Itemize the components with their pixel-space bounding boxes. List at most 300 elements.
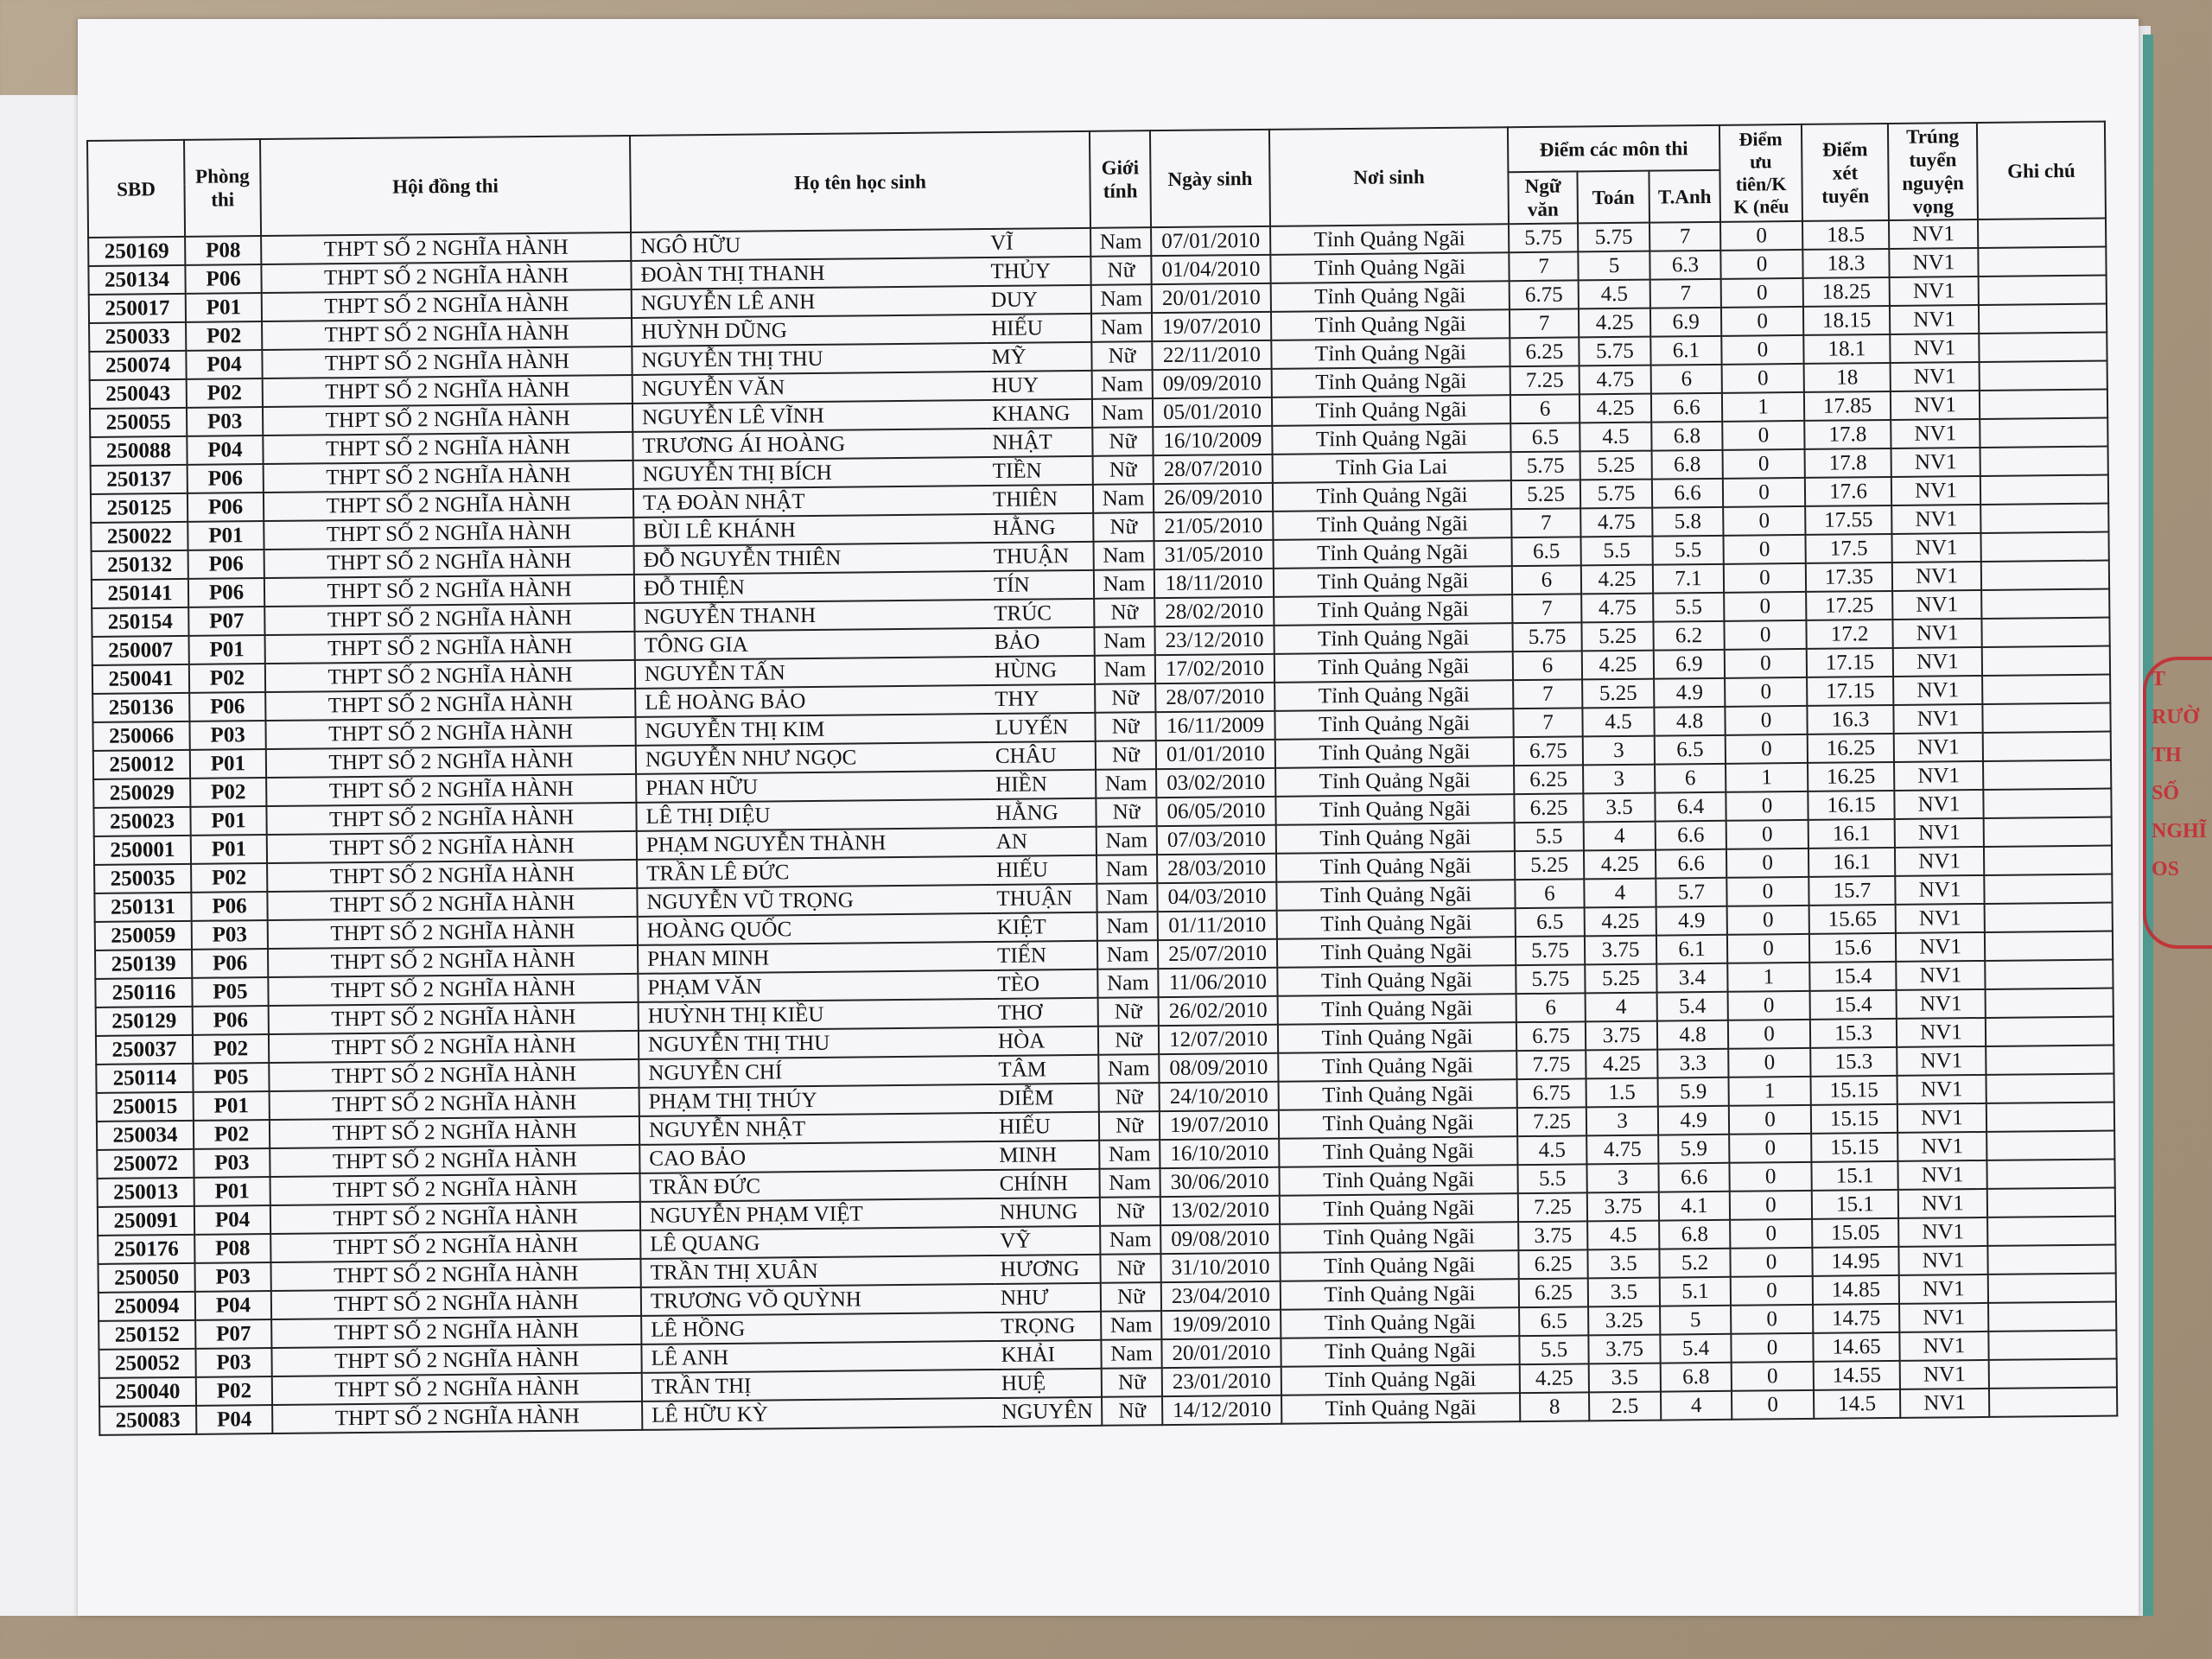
given-name-cell: LUYẾN [989, 713, 1095, 742]
given-name-cell: VỸ [995, 1226, 1100, 1255]
council-cell: THPT SỐ 2 NGHĨA HÀNH [262, 346, 632, 378]
sbd-cell: 250040 [99, 1377, 196, 1407]
sbd-cell: 250088 [90, 436, 187, 466]
stamp-text: OS [2152, 858, 2180, 880]
priority-score-cell: 0 [1724, 592, 1806, 621]
english-score-cell: 4.8 [1657, 1020, 1728, 1050]
room-cell: P02 [189, 664, 265, 693]
dob-cell: 20/01/2010 [1152, 283, 1271, 313]
dob-cell: 01/01/2010 [1156, 740, 1275, 769]
given-name-cell: KHANG [987, 399, 1092, 429]
room-cell: P06 [188, 464, 264, 493]
english-score-cell: 5.9 [1658, 1135, 1729, 1164]
total-score-cell: 15.1 [1811, 1161, 1897, 1191]
admitted-choice-cell: NV1 [1897, 1046, 1986, 1076]
given-name-cell: HIẾU [986, 314, 1091, 343]
room-cell: P03 [195, 1348, 271, 1377]
admitted-choice-cell: NV1 [1897, 1132, 1986, 1161]
literature-score-cell: 7.25 [1510, 365, 1580, 395]
dob-cell: 23/04/2010 [1161, 1281, 1281, 1311]
given-name-cell: TIỀN [988, 456, 1093, 486]
pob-cell: Tỉnh Quảng Ngãi [1272, 366, 1510, 397]
priority-score-cell: 0 [1721, 307, 1803, 336]
surname-cell: LÊ HỮU KỲ [642, 1398, 996, 1430]
literature-score-cell: 6.25 [1519, 1278, 1588, 1307]
header-council: Hội đồng thi [260, 136, 631, 236]
pob-cell: Tỉnh Quảng Ngãi [1281, 1364, 1520, 1395]
given-name-cell: KHẢI [995, 1340, 1101, 1370]
math-score-cell: 3 [1586, 1107, 1658, 1136]
gender-cell: Nữ [1102, 1368, 1162, 1397]
priority-score-cell: 0 [1726, 877, 1808, 906]
literature-score-cell: 7.75 [1516, 1050, 1586, 1079]
admitted-choice-cell: NV1 [1898, 1246, 1987, 1275]
pob-cell: Tỉnh Quảng Ngãi [1274, 709, 1513, 740]
admitted-choice-cell: NV1 [1892, 562, 1981, 591]
gender-cell: Nam [1097, 969, 1158, 998]
english-score-cell: 5.5 [1653, 593, 1724, 622]
sbd-cell: 250034 [97, 1121, 194, 1150]
room-cell: P01 [194, 1177, 270, 1206]
header-room: Phòng thi [184, 139, 261, 237]
dob-cell: 05/01/2010 [1153, 397, 1272, 427]
priority-score-cell: 0 [1724, 563, 1806, 593]
room-cell: P04 [196, 1405, 272, 1434]
gender-cell: Nữ [1096, 798, 1156, 827]
gender-cell: Nữ [1095, 683, 1155, 713]
admitted-choice-cell: NV1 [1899, 1303, 1988, 1332]
sbd-cell: 250176 [98, 1235, 194, 1264]
council-cell: THPT SỐ 2 NGHĨA HÀNH [261, 261, 631, 293]
admitted-choice-cell: NV1 [1890, 305, 1979, 334]
priority-score-cell: 0 [1721, 335, 1803, 365]
sbd-cell: 250022 [91, 522, 188, 551]
council-cell: THPT SỐ 2 NGHĨA HÀNH [272, 1402, 642, 1433]
dob-cell: 23/01/2010 [1162, 1367, 1281, 1396]
admitted-choice-cell: NV1 [1892, 590, 1981, 620]
surname-cell: LÊ QUANG [640, 1227, 995, 1259]
math-score-cell: 3.25 [1588, 1306, 1660, 1336]
literature-score-cell: 6.5 [1516, 907, 1585, 937]
room-cell: P01 [191, 835, 267, 864]
literature-score-cell: 8 [1520, 1392, 1589, 1421]
english-score-cell: 7 [1649, 222, 1720, 251]
surname-cell: PHẠM VĂN [638, 970, 992, 1002]
literature-score-cell: 6.25 [1510, 337, 1579, 366]
priority-score-cell: 0 [1732, 1362, 1814, 1391]
english-score-cell: 6.6 [1656, 821, 1726, 850]
dob-cell: 28/07/2010 [1155, 683, 1274, 712]
gender-cell: Nam [1094, 541, 1154, 570]
math-score-cell: 4.5 [1587, 1221, 1659, 1250]
dob-cell: 17/02/2010 [1155, 654, 1274, 683]
english-score-cell: 5.4 [1660, 1334, 1731, 1363]
council-cell: THPT SỐ 2 NGHĨA HÀNH [262, 318, 632, 350]
pob-cell: Tỉnh Quảng Ngãi [1275, 737, 1514, 768]
math-score-cell: 3.5 [1583, 793, 1655, 823]
english-score-cell: 4.1 [1659, 1192, 1730, 1221]
gender-cell: Nữ [1092, 427, 1153, 456]
council-cell: THPT SỐ 2 NGHĨA HÀNH [264, 518, 633, 550]
given-name-cell: NHẬT [987, 428, 1092, 457]
surname-cell: HUỲNH DŨNG [632, 315, 986, 346]
dob-cell: 20/01/2010 [1161, 1338, 1281, 1368]
surname-cell: TRẦN ĐỨC [640, 1170, 995, 1202]
literature-score-cell: 5.5 [1517, 1164, 1586, 1193]
math-score-cell: 4 [1584, 822, 1656, 851]
total-score-cell: 18.5 [1802, 220, 1889, 250]
surname-cell: CAO BẢO [639, 1141, 994, 1173]
literature-score-cell: 7 [1511, 508, 1580, 537]
math-score-cell: 3 [1583, 736, 1655, 766]
dob-cell: 19/07/2010 [1152, 312, 1271, 341]
header-math: Toán [1577, 171, 1649, 224]
total-score-cell: 15.15 [1811, 1104, 1897, 1134]
english-score-cell: 6.5 [1655, 735, 1726, 765]
english-score-cell: 3.4 [1656, 963, 1727, 993]
sbd-cell: 250055 [90, 408, 187, 437]
sbd-cell: 250037 [96, 1035, 193, 1065]
sbd-cell: 250035 [94, 864, 191, 893]
total-score-cell: 16.1 [1808, 819, 1895, 849]
dob-cell: 26/09/2010 [1154, 483, 1273, 512]
room-cell: P03 [194, 1148, 270, 1178]
council-cell: THPT SỐ 2 NGHĨA HÀNH [268, 945, 638, 977]
surname-cell: TẠ ĐOÀN NHẬT [633, 486, 988, 518]
english-score-cell: 4.8 [1654, 707, 1725, 736]
total-score-cell: 16.3 [1807, 705, 1893, 734]
literature-score-cell: 5.25 [1511, 480, 1580, 509]
dob-cell: 19/07/2010 [1160, 1110, 1279, 1140]
gender-cell: Nữ [1096, 741, 1156, 770]
pob-cell: Tỉnh Quảng Ngãi [1275, 766, 1514, 797]
literature-score-cell: 5.75 [1511, 451, 1580, 480]
given-name-cell: HÙNG [989, 656, 1095, 685]
surname-cell: ĐỖ THIỆN [634, 571, 988, 603]
note-cell [1980, 447, 2108, 476]
gender-cell: Nam [1096, 826, 1157, 855]
council-cell: THPT SỐ 2 NGHĨA HÀNH [261, 232, 631, 264]
total-score-cell: 15.7 [1808, 876, 1895, 906]
note-cell [1987, 1245, 2115, 1274]
note-cell [1981, 561, 2109, 590]
dob-cell: 11/06/2010 [1158, 968, 1277, 997]
admitted-choice-cell: NV1 [1896, 961, 1985, 990]
english-score-cell: 7.1 [1653, 564, 1724, 594]
note-cell [1980, 532, 2108, 562]
sbd-cell: 250136 [92, 693, 189, 722]
pob-cell: Tỉnh Quảng Ngãi [1281, 1279, 1519, 1310]
pob-cell: Tỉnh Quảng Ngãi [1271, 338, 1510, 369]
gender-cell: Nam [1100, 1168, 1160, 1198]
math-score-cell: 4.75 [1581, 594, 1653, 623]
admitted-choice-cell: NV1 [1898, 1217, 1987, 1247]
admitted-choice-cell: NV1 [1897, 1103, 1986, 1133]
note-cell [1989, 1359, 2117, 1389]
admitted-choice-cell: NV1 [1899, 1274, 1988, 1304]
surname-cell: TRẦN THỊ XUÂN [640, 1255, 995, 1287]
results-table [86, 121, 2118, 1436]
admitted-choice-cell: NV1 [1896, 932, 1985, 962]
literature-score-cell: 7 [1513, 679, 1582, 709]
total-score-cell: 17.8 [1804, 420, 1891, 449]
pob-cell: Tỉnh Quảng Ngãi [1279, 1165, 1517, 1196]
math-score-cell: 1.5 [1586, 1078, 1658, 1108]
council-cell: THPT SỐ 2 NGHĨA HÀNH [268, 917, 638, 949]
council-cell: THPT SỐ 2 NGHĨA HÀNH [263, 404, 632, 435]
given-name-cell: HIỀN [990, 770, 1096, 799]
math-score-cell: 4.25 [1584, 850, 1656, 880]
dob-cell: 04/03/2010 [1157, 882, 1276, 912]
sbd-cell: 250059 [95, 921, 192, 950]
literature-score-cell: 6.5 [1519, 1306, 1588, 1336]
gender-cell: Nam [1097, 912, 1158, 941]
room-cell: P01 [189, 635, 265, 664]
sbd-cell: 250083 [99, 1406, 196, 1435]
note-cell [1984, 874, 2112, 904]
given-name-cell: THUẬN [988, 542, 1094, 571]
given-name-cell: THỦY [985, 257, 1090, 286]
gender-cell: Nam [1098, 1054, 1159, 1084]
given-name-cell: HẰNG [990, 798, 1096, 828]
literature-score-cell: 6 [1516, 993, 1586, 1022]
dob-cell: 07/03/2010 [1157, 825, 1276, 855]
literature-score-cell: 6.5 [1512, 537, 1581, 566]
admitted-choice-cell: NV1 [1892, 533, 1981, 563]
note-cell [1980, 475, 2108, 505]
math-score-cell: 5.25 [1582, 679, 1654, 709]
council-cell: THPT SỐ 2 NGHĨA HÀNH [269, 1002, 639, 1034]
priority-score-cell: 0 [1729, 1105, 1811, 1135]
given-name-cell: NGUYÊN [996, 1397, 1102, 1427]
total-score-cell: 14.65 [1813, 1332, 1899, 1362]
total-score-cell: 14.95 [1812, 1247, 1898, 1276]
sbd-cell: 250012 [93, 750, 190, 779]
note-cell [1986, 1160, 2114, 1189]
dob-cell: 18/11/2010 [1154, 569, 1274, 598]
pob-cell: Tỉnh Quảng Ngãi [1274, 652, 1513, 683]
surname-cell: BÙI LÊ KHÁNH [633, 514, 988, 546]
gender-cell: Nữ [1091, 341, 1152, 371]
english-score-cell: 5.7 [1656, 878, 1726, 907]
surname-cell: NGUYỄN TẤN [635, 657, 989, 689]
pob-cell: Tỉnh Quảng Ngãi [1279, 1108, 1517, 1139]
literature-score-cell: 6.25 [1518, 1249, 1587, 1279]
priority-score-cell: 0 [1723, 449, 1805, 479]
total-score-cell: 16.1 [1808, 848, 1895, 877]
note-cell [1986, 1074, 2114, 1103]
header-gender: Giới tính [1090, 130, 1151, 228]
note-cell [1982, 703, 2110, 733]
literature-score-cell: 6 [1510, 394, 1580, 423]
dob-cell: 08/09/2010 [1159, 1053, 1278, 1083]
priority-score-cell: 0 [1728, 991, 1810, 1020]
gender-cell: Nam [1100, 1225, 1160, 1255]
admitted-choice-cell: NV1 [1889, 248, 1978, 277]
admitted-choice-cell: NV1 [1891, 505, 1980, 534]
pob-cell: Tỉnh Quảng Ngãi [1276, 880, 1515, 911]
surname-cell: ĐỖ NGUYỄN THIÊN [634, 543, 988, 575]
given-name-cell: NHUNG [995, 1198, 1100, 1227]
dob-cell: 12/07/2010 [1159, 1025, 1278, 1054]
english-score-cell: 6.8 [1659, 1220, 1730, 1249]
note-cell [1980, 390, 2107, 419]
english-score-cell: 6.8 [1661, 1363, 1732, 1392]
dob-cell: 06/05/2010 [1156, 797, 1275, 826]
total-score-cell: 15.3 [1810, 1019, 1897, 1048]
dob-cell: 31/05/2010 [1154, 540, 1274, 569]
english-score-cell: 5.2 [1659, 1249, 1730, 1278]
literature-score-cell: 5.75 [1509, 223, 1578, 252]
note-cell [1985, 931, 2113, 961]
sbd-cell: 250043 [90, 379, 187, 409]
english-score-cell: 5.8 [1652, 507, 1723, 537]
room-cell: P06 [189, 692, 265, 721]
admitted-choice-cell: NV1 [1891, 419, 1980, 448]
total-score-cell: 17.5 [1806, 534, 1892, 563]
council-cell: THPT SỐ 2 NGHĨA HÀNH [267, 831, 637, 863]
room-cell: P06 [192, 949, 268, 978]
gender-cell: Nam [1097, 940, 1158, 969]
total-score-cell: 15.6 [1809, 933, 1896, 963]
stamp-text: NGHĨ [2152, 820, 2208, 842]
given-name-cell: THY [989, 684, 1095, 714]
priority-score-cell: 0 [1730, 1248, 1812, 1277]
council-cell: THPT SỐ 2 NGHĨA HÀNH [270, 1202, 640, 1234]
given-name-cell: THUẬN [991, 884, 1096, 913]
council-cell: THPT SỐ 2 NGHĨA HÀNH [267, 860, 637, 892]
total-score-cell: 15.4 [1809, 962, 1896, 991]
sbd-cell: 250072 [97, 1149, 194, 1179]
priority-score-cell: 0 [1729, 1162, 1811, 1192]
note-cell [1981, 618, 2109, 647]
surname-cell: LÊ HỒNG [641, 1313, 995, 1344]
total-score-cell: 17.6 [1805, 477, 1891, 506]
note-cell [1986, 1017, 2113, 1046]
math-score-cell: 3.75 [1587, 1192, 1659, 1222]
surname-cell: ĐOÀN THỊ THANH [631, 257, 985, 289]
math-score-cell: 3 [1586, 1164, 1658, 1193]
literature-score-cell: 7 [1513, 708, 1582, 737]
given-name-cell: MỸ [986, 342, 1091, 372]
room-cell: P04 [186, 350, 262, 379]
stamp-text: RƯỜ [2152, 706, 2200, 728]
pob-cell: Tỉnh Quảng Ngãi [1274, 623, 1512, 654]
surname-cell: PHẠM THỊ THÚY [639, 1084, 994, 1116]
admitted-choice-cell: NV1 [1897, 1075, 1986, 1104]
total-score-cell: 15.15 [1811, 1076, 1897, 1105]
dob-cell: 16/11/2009 [1155, 711, 1274, 741]
total-score-cell: 15.65 [1809, 905, 1896, 934]
pob-cell: Tỉnh Quảng Ngãi [1281, 1336, 1519, 1367]
surname-cell: PHẠM NGUYỄN THÀNH [637, 828, 991, 860]
priority-score-cell: 0 [1731, 1276, 1813, 1306]
admitted-choice-cell: NV1 [1897, 989, 1986, 1019]
math-score-cell: 4.25 [1582, 651, 1654, 680]
note-cell [1986, 1103, 2114, 1132]
sbd-cell: 250033 [89, 322, 186, 352]
room-cell: P04 [195, 1291, 271, 1320]
dob-cell: 22/11/2010 [1152, 340, 1271, 370]
room-cell: P03 [189, 721, 265, 750]
literature-score-cell: 7 [1512, 594, 1581, 623]
council-cell: THPT SỐ 2 NGHĨA HÀNH [264, 546, 634, 578]
dob-cell: 23/12/2010 [1154, 626, 1274, 655]
literature-score-cell: 7 [1510, 308, 1579, 338]
dob-cell: 09/09/2010 [1153, 369, 1272, 398]
pob-cell: Tỉnh Quảng Ngãi [1271, 309, 1510, 340]
header-lit: Ngữ văn [1508, 171, 1578, 224]
council-cell: THPT SỐ 2 NGHĨA HÀNH [270, 1145, 639, 1177]
priority-score-cell: 0 [1731, 1305, 1813, 1334]
note-cell [1984, 817, 2112, 847]
sbd-cell: 250094 [99, 1292, 195, 1321]
pob-cell: Tỉnh Quảng Ngãi [1274, 680, 1513, 711]
dob-cell: 30/06/2010 [1160, 1167, 1279, 1197]
results-table-wrapper [86, 121, 2116, 1436]
pob-cell: Tỉnh Quảng Ngãi [1273, 509, 1511, 540]
total-score-cell: 15.05 [1812, 1218, 1898, 1248]
dob-cell: 31/10/2010 [1160, 1253, 1280, 1282]
sbd-cell: 250125 [91, 493, 188, 523]
note-cell [1984, 846, 2112, 875]
dob-cell: 13/02/2010 [1160, 1196, 1280, 1225]
sbd-cell: 250152 [99, 1320, 195, 1350]
total-score-cell: 16.15 [1808, 791, 1894, 820]
header-scores-group: Điểm các môn thi [1508, 125, 1720, 172]
sbd-cell: 250091 [98, 1206, 194, 1236]
sbd-cell: 250041 [92, 664, 189, 694]
pob-cell: Tỉnh Quảng Ngãi [1277, 908, 1516, 939]
room-cell: P08 [185, 236, 261, 265]
math-score-cell: 4.25 [1579, 308, 1650, 338]
pob-cell: Tỉnh Gia Lai [1273, 452, 1511, 483]
literature-score-cell: 7.25 [1518, 1192, 1587, 1222]
room-cell: P05 [193, 1063, 269, 1092]
room-cell: P02 [190, 778, 266, 807]
note-cell [1981, 589, 2109, 619]
total-score-cell: 16.25 [1808, 762, 1894, 791]
note-cell [1987, 1188, 2115, 1217]
literature-score-cell: 5.5 [1515, 822, 1584, 851]
note-cell [1983, 732, 2111, 761]
math-score-cell: 3.75 [1585, 936, 1656, 965]
math-score-cell: 4.25 [1586, 1050, 1657, 1079]
gender-cell: Nữ [1101, 1282, 1161, 1312]
literature-score-cell: 6.75 [1516, 1021, 1586, 1051]
note-cell [1988, 1331, 2116, 1360]
room-cell: P02 [193, 1034, 269, 1064]
gender-cell: Nữ [1093, 512, 1154, 542]
math-score-cell: 4.25 [1580, 394, 1651, 423]
council-cell: THPT SỐ 2 NGHĨA HÀNH [271, 1287, 641, 1319]
note-cell [1980, 504, 2108, 533]
council-cell: THPT SỐ 2 NGHĨA HÀNH [265, 632, 635, 664]
priority-score-cell: 0 [1726, 849, 1808, 878]
surname-cell: TRƯƠNG ÁI HOÀNG [632, 429, 987, 461]
council-cell: THPT SỐ 2 NGHĨA HÀNH [264, 489, 633, 521]
english-score-cell: 7 [1650, 279, 1721, 308]
total-score-cell: 17.25 [1806, 591, 1892, 620]
surname-cell: NGUYỄN THỊ THU [639, 1027, 993, 1059]
priority-score-cell: 0 [1731, 1333, 1813, 1363]
header-pob: Nơi sinh [1269, 127, 1509, 226]
room-cell: P01 [190, 806, 266, 836]
english-score-cell: 6.3 [1649, 251, 1720, 280]
math-score-cell: 5.25 [1585, 964, 1656, 994]
pob-cell: Tỉnh Quảng Ngãi [1277, 937, 1516, 968]
given-name-cell: VĨ [985, 228, 1090, 257]
